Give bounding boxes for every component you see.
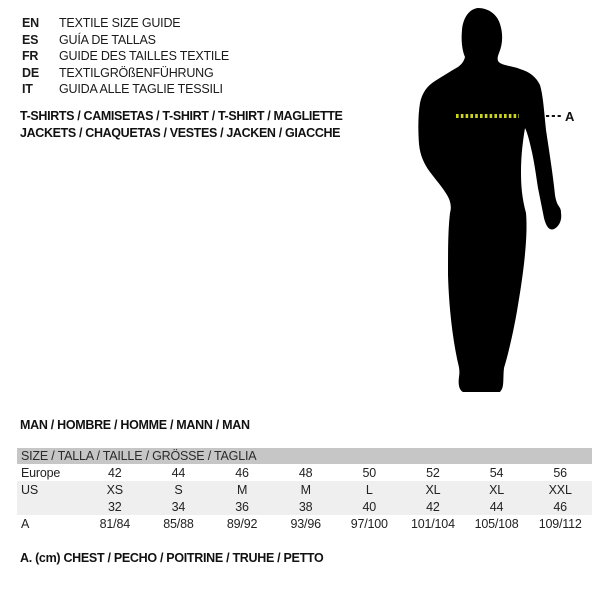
size-table-cell: L bbox=[365, 482, 373, 497]
size-table-cell: 42 bbox=[108, 465, 122, 480]
language-label: GUIDE DES TAILLES TEXTILE bbox=[59, 49, 230, 64]
size-table-cell: XL bbox=[489, 482, 504, 497]
language-label: TEXTILGRÖßENFÜHRUNG bbox=[59, 65, 214, 80]
size-table-cell: S bbox=[174, 482, 183, 497]
size-table-cell: 46 bbox=[553, 499, 567, 514]
size-table-row bbox=[17, 481, 592, 498]
size-table-row-label: Europe bbox=[21, 465, 61, 480]
footnote-chest: A. (cm) CHEST / PECHO / POITRINE / TRUHE / PETTO bbox=[20, 551, 324, 565]
size-table-cell: 36 bbox=[235, 499, 249, 514]
size-table-body bbox=[17, 464, 592, 532]
language-label: GUIDA ALLE TAGLIE TESSILI bbox=[59, 82, 223, 97]
size-table-cell: 34 bbox=[171, 499, 186, 514]
size-table-cell: 56 bbox=[553, 465, 567, 480]
size-table-cell: 32 bbox=[108, 499, 122, 514]
man-silhouette-figure bbox=[390, 0, 600, 400]
size-table-cell: 81/84 bbox=[99, 516, 130, 531]
size-table-cell: 50 bbox=[362, 465, 377, 480]
size-table-cell: 42 bbox=[426, 499, 440, 514]
size-table-cell: 109/112 bbox=[538, 516, 582, 531]
size-table-row bbox=[17, 515, 592, 532]
size-table-cell: XXL bbox=[548, 482, 572, 497]
measure-label-a: A bbox=[565, 109, 575, 124]
size-table-cell: 48 bbox=[298, 465, 313, 480]
section-title-man: MAN / HOMBRE / HOMME / MANN / MAN bbox=[20, 418, 250, 432]
size-table-cell: 44 bbox=[171, 465, 186, 480]
language-row bbox=[22, 32, 229, 49]
size-table-cell: 93/96 bbox=[290, 516, 321, 531]
size-table-cell: 97/100 bbox=[350, 516, 388, 531]
language-code: DE bbox=[22, 65, 39, 80]
size-table-cell: XS bbox=[106, 482, 123, 497]
size-table-cell: 105/108 bbox=[474, 516, 519, 531]
language-code: IT bbox=[22, 82, 33, 97]
language-label: TEXTILE SIZE GUIDE bbox=[59, 16, 181, 31]
size-table-cell: 40 bbox=[362, 499, 377, 514]
language-row bbox=[22, 48, 229, 65]
language-row bbox=[22, 81, 229, 98]
size-table-cell: XL bbox=[425, 482, 441, 497]
size-table-row bbox=[17, 498, 592, 515]
language-code: ES bbox=[22, 32, 39, 47]
language-code: EN bbox=[22, 16, 39, 31]
size-table-cell: 44 bbox=[489, 499, 504, 514]
category-lines bbox=[20, 108, 343, 142]
size-table-cell: 85/88 bbox=[163, 516, 194, 531]
language-label: GUÍA DE TALLAS bbox=[59, 32, 156, 47]
size-table-cell: 54 bbox=[489, 465, 504, 480]
size-table-row bbox=[17, 464, 592, 481]
size-table-row-label: US bbox=[21, 482, 38, 497]
size-table-cell: M bbox=[300, 482, 311, 497]
size-table-header: SIZE / TALLA / TAILLE / GRÖSSE / TAGLIA bbox=[17, 448, 592, 464]
size-table-cell: 52 bbox=[426, 465, 440, 480]
language-row bbox=[22, 65, 229, 82]
size-table-cell: 46 bbox=[235, 465, 249, 480]
man-silhouette bbox=[418, 8, 561, 392]
language-row bbox=[22, 15, 229, 32]
size-table-cell: 38 bbox=[298, 499, 313, 514]
language-code: FR bbox=[22, 49, 39, 64]
size-table-cell: 89/92 bbox=[226, 516, 258, 531]
size-table-cell: M bbox=[236, 482, 248, 497]
category-line: T-SHIRTS / CAMISETAS / T-SHIRT / T-SHIRT / MAGLIETTE bbox=[20, 109, 343, 123]
size-table-row-label: A bbox=[21, 516, 30, 531]
category-line: JACKETS / CHAQUETAS / VESTES / JACKEN / GIACCHE bbox=[20, 126, 341, 140]
size-table bbox=[17, 448, 592, 532]
size-table-cell: 101/104 bbox=[411, 516, 455, 531]
language-list bbox=[22, 15, 229, 98]
